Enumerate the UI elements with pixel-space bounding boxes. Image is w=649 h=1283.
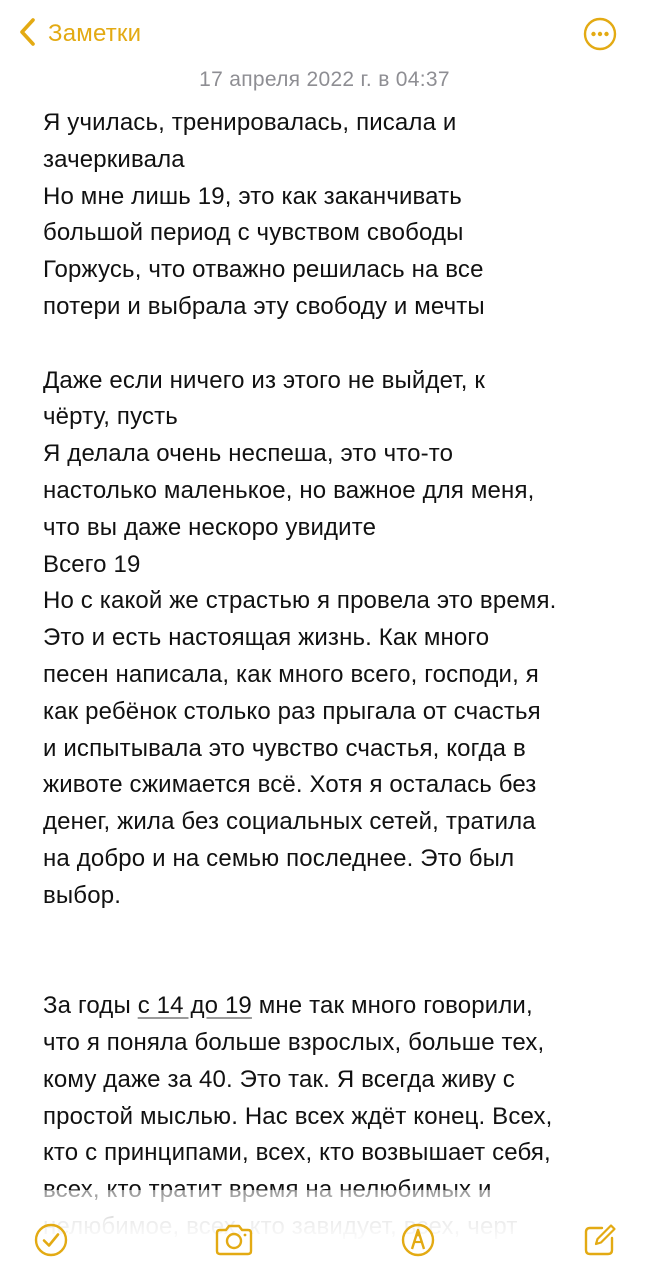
note-line: и испытывала это чувство счастья, когда в	[43, 734, 526, 762]
note-line: что я поняла больше взрослых, больше тех,	[43, 1028, 545, 1056]
note-line	[43, 951, 633, 988]
back-button-label: Заметки	[48, 20, 142, 47]
note-line: Это и есть настоящая жизнь. Как много	[43, 624, 490, 652]
navigation-bar	[0, 0, 649, 70]
note-line: зачеркивала	[43, 145, 185, 173]
note-line: животе сжимается всё. Хотя я осталась без	[43, 771, 537, 799]
note-line: большой период с чувством свободы	[43, 219, 464, 247]
note-line	[43, 915, 633, 952]
note-line	[43, 988, 633, 1025]
compose-button[interactable]	[580, 1220, 620, 1260]
camera-button[interactable]	[212, 1220, 256, 1260]
camera-icon	[212, 1247, 256, 1264]
note-line: чёрту, пусть	[43, 403, 178, 431]
age-range-link[interactable]: с 14 до 19	[137, 992, 252, 1020]
note-line: что вы даже нескоро увидите	[43, 513, 377, 541]
note-line: простой мыслью. Нас всех ждёт конец. Всех,	[43, 1102, 553, 1130]
checklist-icon	[31, 1247, 71, 1264]
note-line: выбор.	[43, 881, 122, 909]
note-line: Горжусь, что отважно решилась на все	[43, 256, 484, 284]
note-date: 17 апреля 2022 г. в 04:37	[199, 68, 450, 91]
note-line: кто с принципами, всех, кто возвышает себя,	[43, 1139, 551, 1167]
markup-pen-icon	[398, 1247, 438, 1264]
note-line: настолько маленькое, но важное для меня,	[43, 476, 535, 504]
note-text: мне так много говорили,	[251, 992, 533, 1020]
note-line: потери и выбрала эту свободу и мечты	[43, 292, 485, 320]
more-options-button[interactable]	[583, 17, 617, 51]
note-line	[43, 326, 633, 363]
note-line: Я училась, тренировалась, писала и	[43, 109, 457, 136]
note-line: как ребёнок столько раз прыгала от счастья	[43, 697, 541, 725]
note-line: на добро и на семью последнее. Это был	[43, 844, 515, 872]
note-text: За годы	[43, 992, 138, 1020]
note-line: Даже если ничего из этого не выйдет, к	[43, 366, 486, 394]
note-line: Я делала очень неспеша, это что-то	[43, 440, 454, 468]
chevron-left-icon	[18, 17, 38, 52]
note-line: кому даже за 40. Это так. Я всегда живу с	[43, 1065, 515, 1093]
back-button[interactable]	[18, 16, 141, 52]
markup-button[interactable]	[398, 1220, 438, 1260]
checklist-button[interactable]	[31, 1220, 71, 1260]
note-line: Но с какой же страстью я провела это время.	[43, 587, 557, 615]
compose-icon	[580, 1247, 620, 1264]
ellipsis-circle-icon	[583, 38, 617, 55]
note-line: Но мне лишь 19, это как заканчивать	[43, 182, 462, 210]
note-line: денег, жила без социальных сетей, тратила	[43, 808, 536, 836]
note-line: Всего 19	[43, 550, 141, 578]
note-body[interactable]	[43, 105, 633, 1215]
bottom-toolbar	[0, 1212, 649, 1272]
note-line: песен написала, как много всего, господи, я	[43, 660, 539, 688]
